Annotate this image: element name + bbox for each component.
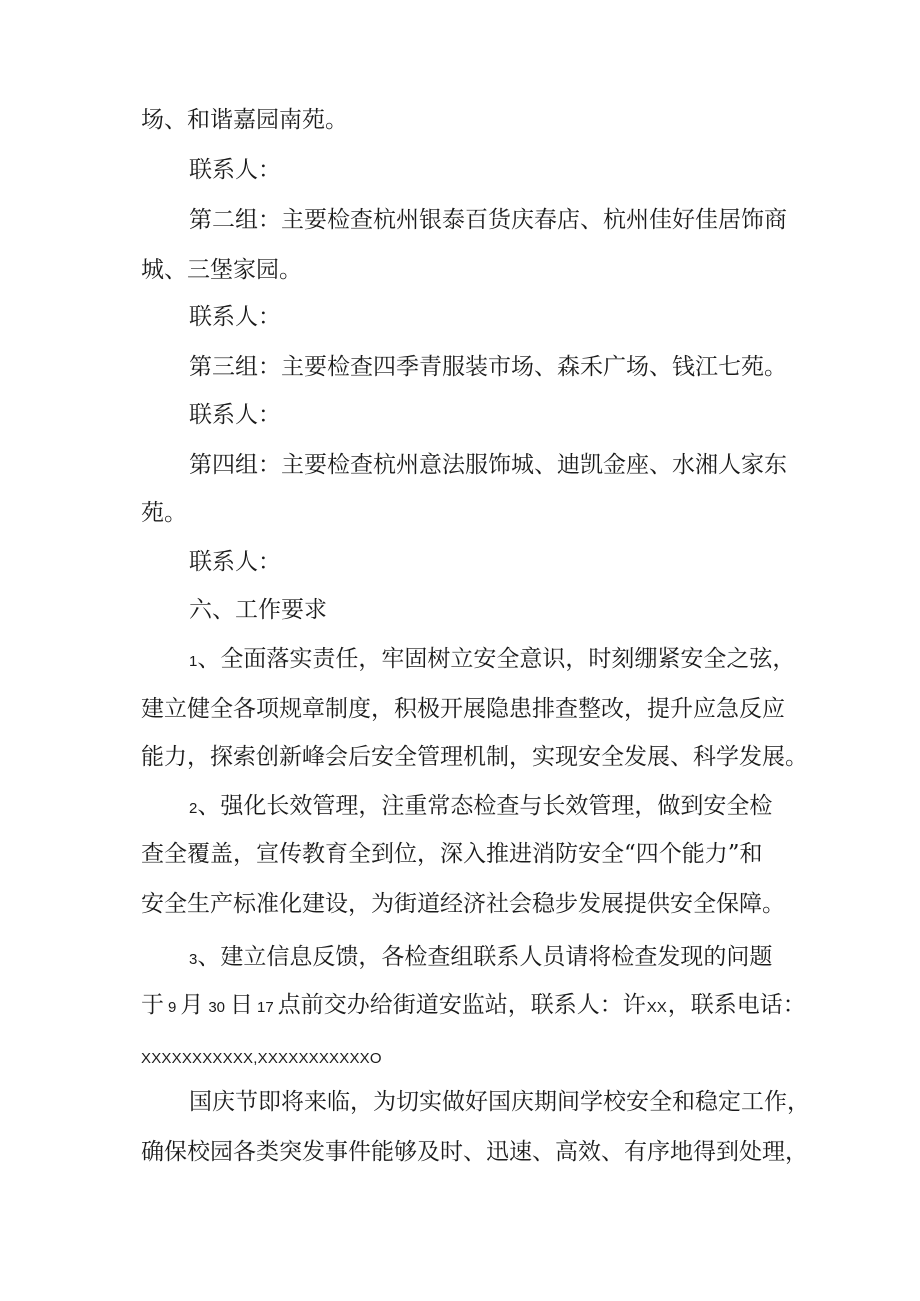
text-line: 第四组：主要检查杭州意法服饰城、迪凯金座、水湘人家东: [189, 452, 787, 478]
text-line: 第三组：主要检查四季青服装市场、森禾广场、钱江七苑。: [189, 354, 787, 380]
text-line: 场、和谐嘉园南苑。: [141, 107, 348, 133]
item-number: 1: [189, 653, 198, 670]
text-line: 第二组：主要检查杭州银泰百货庆春店、杭州佳好佳居饰商: [189, 207, 787, 233]
item-number: 3: [189, 951, 198, 968]
text-line: 国庆节即将来临，为切实做好国庆期间学校安全和稳定工作，: [189, 1089, 810, 1115]
phone-numbers: XXXXXXXXXXX,XXXXXXXXXXXO: [141, 1050, 382, 1067]
text-line: 查全覆盖，宣传教育全到位，深入推进消防安全“四个能力”和: [141, 841, 763, 867]
text-segment: 、全面落实责任，牢固树立安全意识，时刻绷紧安全之弦，: [197, 646, 796, 672]
text-line: [141, 990, 806, 1023]
text-line: [189, 942, 772, 975]
contact-label: 联系人：: [189, 402, 281, 428]
text-line: [189, 791, 772, 824]
text-segment: 日: [230, 992, 254, 1018]
text-line: 苑。: [141, 500, 187, 526]
text-segment: 月: [180, 992, 204, 1018]
day-number: 30: [208, 999, 226, 1016]
text-segment: 点前交办给街道安监站，联系人：许: [277, 992, 646, 1018]
item-number: 2: [189, 800, 198, 817]
text-line: 能力，探索创新峰会后安全管理机制，实现安全发展、科学发展。: [141, 744, 808, 770]
name-placeholder: XX: [646, 999, 667, 1016]
text-line: 安全生产标准化建设，为街道经济社会稳步发展提供安全保障。: [141, 891, 785, 917]
contact-label: 联系人：: [189, 304, 281, 330]
month-number: 9: [168, 999, 177, 1016]
text-segment: 于: [141, 992, 164, 1018]
text-segment: 、强化长效管理，注重常态检查与长效管理，做到安全检: [197, 793, 773, 819]
text-line: [189, 644, 795, 677]
hour-number: 17: [257, 999, 274, 1016]
section-heading: 六、工作要求: [189, 597, 327, 623]
text-line: 建立健全各项规章制度，积极开展隐患排查整改，提升应急反应: [141, 696, 785, 722]
text-line: 城、三堡家园。: [141, 257, 302, 283]
contact-label: 联系人：: [189, 549, 281, 575]
contact-label: 联系人：: [189, 157, 281, 183]
text-segment: ，联系电话：: [667, 992, 806, 1018]
text-segment: 、建立信息反馈，各检查组联系人员请将检查发现的问题: [197, 944, 773, 970]
text-line: 确保校园各类突发事件能够及时、迅速、高效、有序地得到处理，: [141, 1139, 808, 1165]
